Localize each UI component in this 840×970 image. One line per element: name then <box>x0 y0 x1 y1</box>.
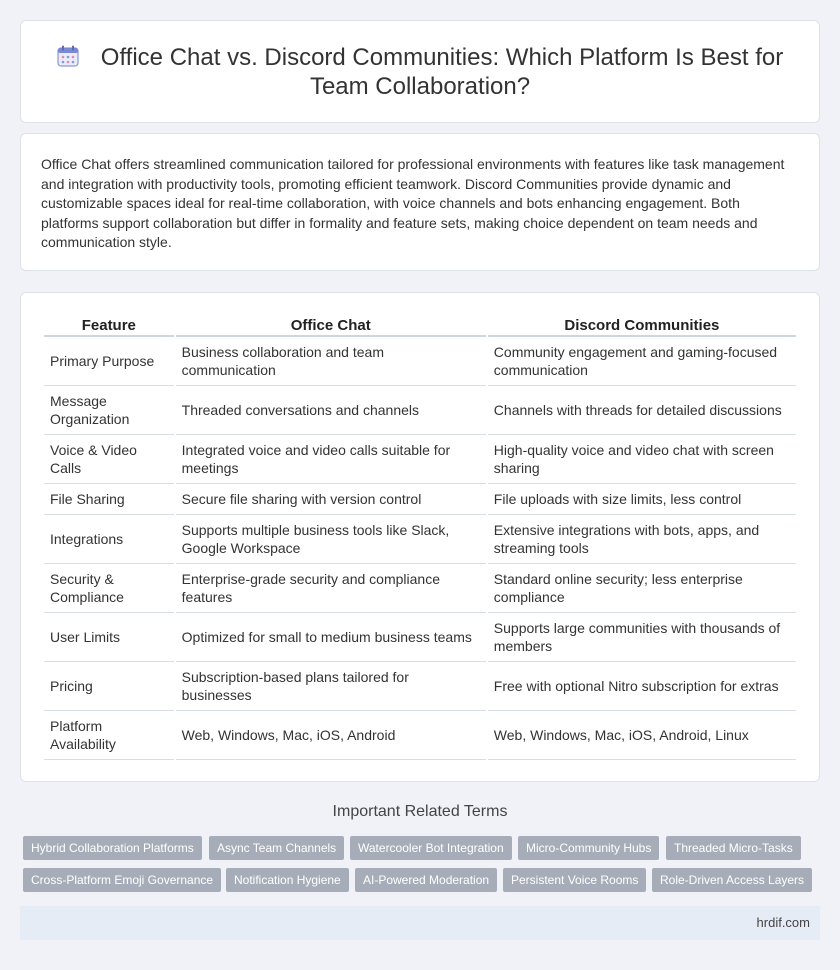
page-title-text: Office Chat vs. Discord Communities: Which Platform Is Best for Team Collaboration? <box>100 44 784 100</box>
related-terms-title: Important Related Terms <box>332 803 508 820</box>
page-title <box>51 43 789 101</box>
table-row <box>44 711 796 760</box>
related-term-tag[interactable]: Threaded Micro-Tasks <box>666 836 801 860</box>
discord-cell: Community engagement and gaming-focused communication <box>488 337 796 386</box>
discord-cell: Supports large communities with thousands of members <box>488 613 796 662</box>
feature-cell: Platform Availability <box>44 711 174 760</box>
feature-cell: Message Organization <box>44 386 174 435</box>
table-row <box>44 662 796 711</box>
feature-cell: Primary Purpose <box>44 337 174 386</box>
discord-cell: Free with optional Nitro subscription for extras <box>488 662 796 711</box>
office-chat-cell: Subscription-based plans tailored for businesses <box>176 662 486 711</box>
intro-paragraph: Office Chat offers streamlined communication tailored for professional environments with features like task management and integration with productivity tools, promoting efficient teamwork. Discord Communities provide dynamic and customizable spaces ideal for real-time collaboration, with voice channels and bots enhancing engagement. Both platforms support collaboration but differ in formality and feature sets, making choice dependent on team needs and communication style. <box>41 156 785 250</box>
feature-cell: Security & Compliance <box>44 564 174 613</box>
office-chat-cell: Web, Windows, Mac, iOS, Android <box>176 711 486 760</box>
office-chat-cell: Integrated voice and video calls suitable for meetings <box>176 435 486 484</box>
table-row <box>44 386 796 435</box>
comparison-table <box>42 317 798 760</box>
table-row <box>44 515 796 564</box>
title-card <box>20 20 820 123</box>
header-office-chat: Office Chat <box>176 317 486 337</box>
office-chat-cell: Enterprise-grade security and compliance features <box>176 564 486 613</box>
office-chat-cell: Threaded conversations and channels <box>176 386 486 435</box>
office-chat-cell: Supports multiple business tools like Slack, Google Workspace <box>176 515 486 564</box>
office-chat-cell: Optimized for small to medium business teams <box>176 613 486 662</box>
related-term-tag[interactable]: Hybrid Collaboration Platforms <box>23 836 202 860</box>
feature-cell: Integrations <box>44 515 174 564</box>
feature-cell: Voice & Video Calls <box>44 435 174 484</box>
feature-cell: User Limits <box>44 613 174 662</box>
related-term-tag[interactable]: Role-Driven Access Layers <box>652 868 812 892</box>
header-discord: Discord Communities <box>488 317 796 337</box>
feature-cell: File Sharing <box>44 484 174 515</box>
intro-card <box>20 133 820 271</box>
table-header-row <box>44 317 796 337</box>
office-chat-cell: Secure file sharing with version control <box>176 484 486 515</box>
related-term-tag[interactable]: Async Team Channels <box>209 836 344 860</box>
discord-cell: High-quality voice and video chat with screen sharing <box>488 435 796 484</box>
table-row <box>44 484 796 515</box>
table-row <box>44 564 796 613</box>
discord-cell: Channels with threads for detailed discussions <box>488 386 796 435</box>
feature-cell: Pricing <box>44 662 174 711</box>
calendar-icon <box>57 45 79 67</box>
footer <box>20 906 820 940</box>
related-term-tag[interactable]: Watercooler Bot Integration <box>350 836 512 860</box>
related-term-tag[interactable]: Persistent Voice Rooms <box>503 868 646 892</box>
related-term-tag[interactable]: Notification Hygiene <box>226 868 349 892</box>
related-term-tag[interactable]: Cross-Platform Emoji Governance <box>23 868 221 892</box>
related-term-tag[interactable]: Micro-Community Hubs <box>518 836 659 860</box>
comparison-card <box>20 292 820 782</box>
discord-cell: Extensive integrations with bots, apps, and streaming tools <box>488 515 796 564</box>
table-row <box>44 337 796 386</box>
table-row <box>44 435 796 484</box>
discord-cell: Standard online security; less enterprise compliance <box>488 564 796 613</box>
discord-cell: File uploads with size limits, less control <box>488 484 796 515</box>
header-feature: Feature <box>44 317 174 337</box>
related-term-tag[interactable]: AI-Powered Moderation <box>355 868 497 892</box>
discord-cell: Web, Windows, Mac, iOS, Android, Linux <box>488 711 796 760</box>
footer-site[interactable]: hrdif.com <box>756 915 810 930</box>
table-row <box>44 613 796 662</box>
office-chat-cell: Business collaboration and team communication <box>176 337 486 386</box>
